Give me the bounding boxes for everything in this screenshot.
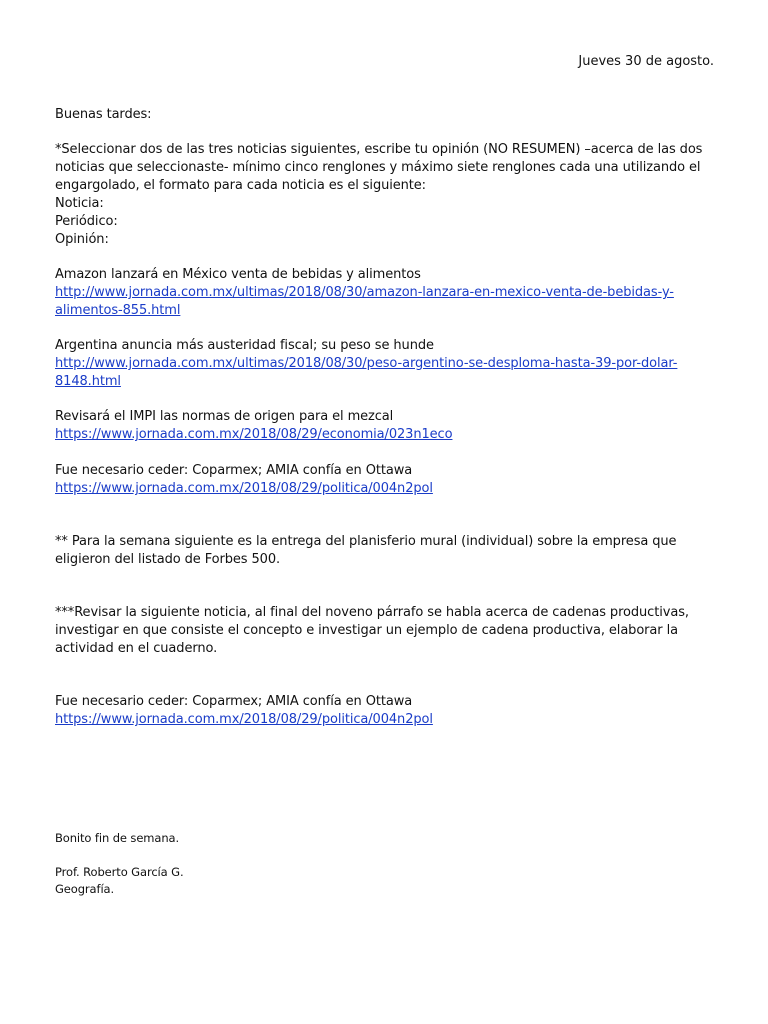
- extra-news-title: Fue necesario ceder: Coparmex; AMIA confía en Ottawa: [55, 694, 413, 709]
- date-line: Jueves 30 de agosto.: [578, 54, 714, 69]
- news-link-1-cont[interactable]: [55, 302, 180, 320]
- instructions-line-3: engargolado, el formato para cada noticia es el siguiente:: [55, 178, 426, 193]
- extra-news-url[interactable]: https://www.jornada.com.mx/2018/08/29/politica/004n2pol: [55, 712, 433, 727]
- news-title-1: Amazon lanzará en México venta de bebidas y alimentos: [55, 267, 421, 282]
- news-url-3[interactable]: https://www.jornada.com.mx/2018/08/29/economia/023n1eco: [55, 427, 453, 442]
- news-link-2-cont[interactable]: [55, 373, 121, 391]
- news-title-2: Argentina anuncia más austeridad fiscal; su peso se hunde: [55, 338, 434, 353]
- news-link-1[interactable]: [55, 284, 674, 302]
- news-url-1-line-2[interactable]: alimentos-855.html: [55, 303, 181, 318]
- note-3-line-1: ***Revisar la siguiente noticia, al final del noveno párrafo se habla acerca de cadenas productivas,: [55, 605, 689, 620]
- news-link-2[interactable]: [55, 355, 677, 373]
- news-title-3: Revisará el IMPI las normas de origen para el mezcal: [55, 409, 394, 424]
- news-title-4: Fue necesario ceder: Coparmex; AMIA confía en Ottawa: [55, 463, 413, 478]
- news-link-4[interactable]: [55, 480, 433, 498]
- format-field-periodico: Periódico:: [55, 214, 118, 229]
- instructions-line-1: *Seleccionar dos de las tres noticias siguientes, escribe tu opinión (NO RESUMEN) –acerca de las dos: [55, 142, 703, 157]
- signature-name: Prof. Roberto García G.: [55, 865, 184, 879]
- news-url-2-line-1[interactable]: http://www.jornada.com.mx/ultimas/2018/08/30/peso-argentino-se-desploma-hasta-39-por-dolar-: [55, 356, 678, 371]
- note-2-line-1: ** Para la semana siguiente es la entrega del planisferio mural (individual) sobre la empresa que: [55, 534, 677, 549]
- note-3-line-3: actividad en el cuaderno.: [55, 641, 218, 656]
- note-3-line-2: investigar en que consiste el concepto e investigar un ejemplo de cadena productiva, elaborar la: [55, 623, 678, 638]
- news-url-4[interactable]: https://www.jornada.com.mx/2018/08/29/politica/004n2pol: [55, 481, 433, 496]
- farewell: Bonito fin de semana.: [55, 831, 180, 845]
- instructions-line-2: noticias que seleccionaste- mínimo cinco renglones y máximo siete renglones cada una utilizando el: [55, 160, 701, 175]
- format-field-noticia: Noticia:: [55, 196, 104, 211]
- signature-subject: Geografía.: [55, 882, 115, 896]
- news-link-3[interactable]: [55, 426, 452, 444]
- greeting: Buenas tardes:: [55, 107, 152, 122]
- news-url-2-line-2[interactable]: 8148.html: [55, 374, 121, 389]
- format-field-opinion: Opinión:: [55, 232, 109, 247]
- news-url-1-line-1[interactable]: http://www.jornada.com.mx/ultimas/2018/08/30/amazon-lanzara-en-mexico-venta-de-bebidas-y-: [55, 285, 674, 300]
- note-2-line-2: eligieron del listado de Forbes 500.: [55, 552, 281, 567]
- extra-news-link[interactable]: [55, 711, 433, 729]
